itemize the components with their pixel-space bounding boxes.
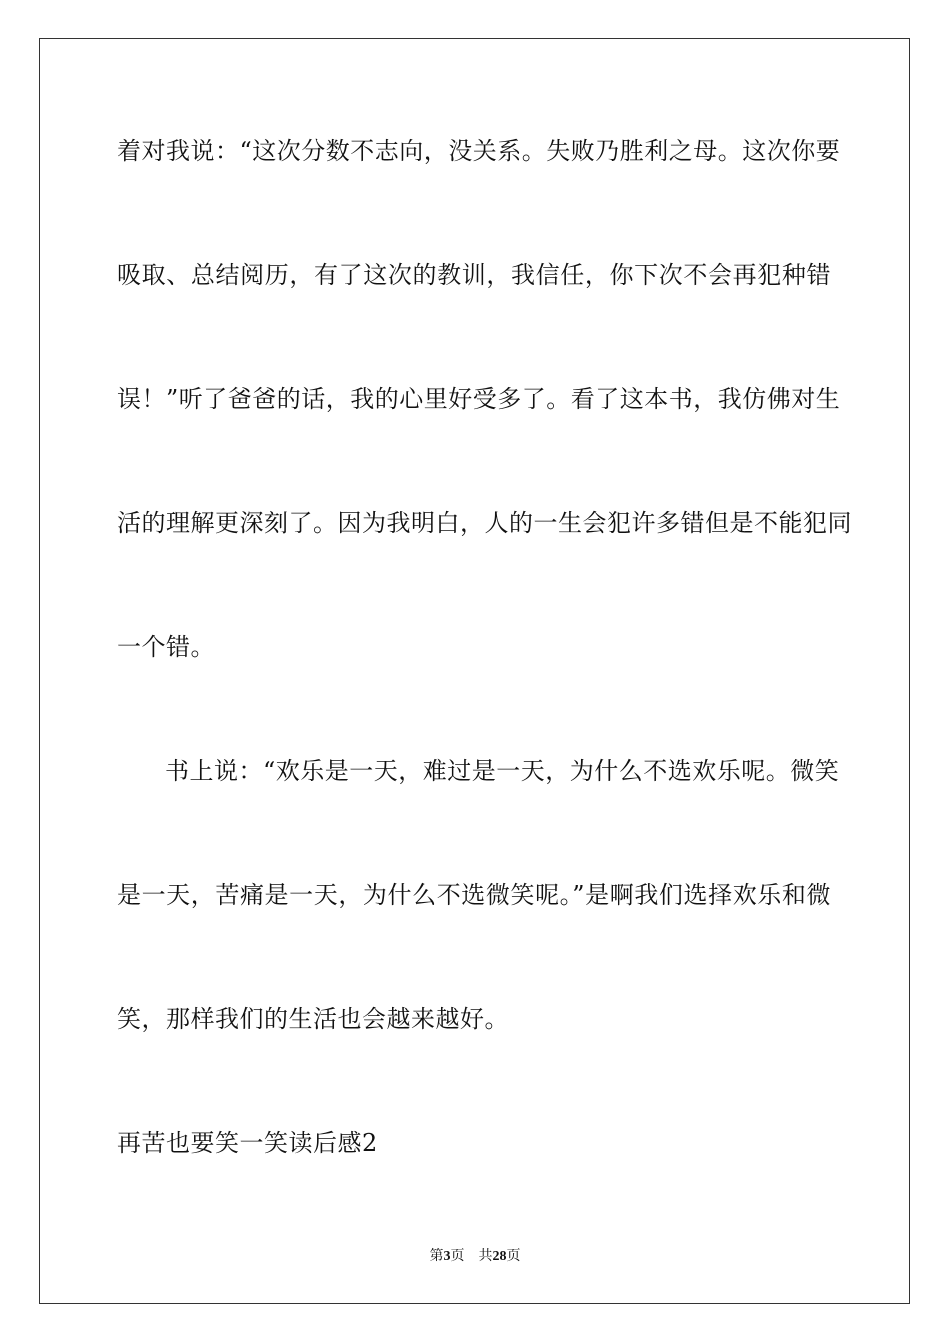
page-number: 3 bbox=[443, 1249, 451, 1264]
body-line-4: 活的理解更深刻了。因为我明白，人的一生会犯许多错但是不能犯同 bbox=[117, 509, 852, 537]
page-prefix: 第 bbox=[429, 1248, 444, 1264]
page-border bbox=[39, 38, 910, 1304]
total-pages: 28 bbox=[492, 1249, 507, 1264]
body-line-2: 吸取、总结阅历，有了这次的教训，我信任，你下次不会再犯种错 bbox=[117, 261, 831, 289]
body-line-5: 一个错。 bbox=[117, 633, 215, 661]
body-line-8: 笑，那样我们的生活也会越来越好。 bbox=[117, 1005, 509, 1033]
page-footer bbox=[0, 1246, 950, 1267]
body-line-6: 书上说：“欢乐是一天，难过是一天，为什么不选欢乐呢。微笑 bbox=[165, 757, 840, 785]
section-heading: 再苦也要笑一笑读后感2 bbox=[117, 1129, 378, 1157]
total-suffix: 页 bbox=[506, 1248, 521, 1264]
body-line-3: 误！”听了爸爸的话，我的心里好受多了。看了这本书，我仿佛对生 bbox=[117, 385, 841, 413]
body-line-1: 着对我说：“这次分数不志向，没关系。失败乃胜利之母。这次你要 bbox=[117, 137, 841, 165]
page-suffix: 页 bbox=[450, 1248, 465, 1264]
body-line-7: 是一天，苦痛是一天，为什么不选微笑呢。”是啊我们选择欢乐和微 bbox=[117, 881, 831, 909]
total-prefix: 共 bbox=[478, 1248, 493, 1264]
